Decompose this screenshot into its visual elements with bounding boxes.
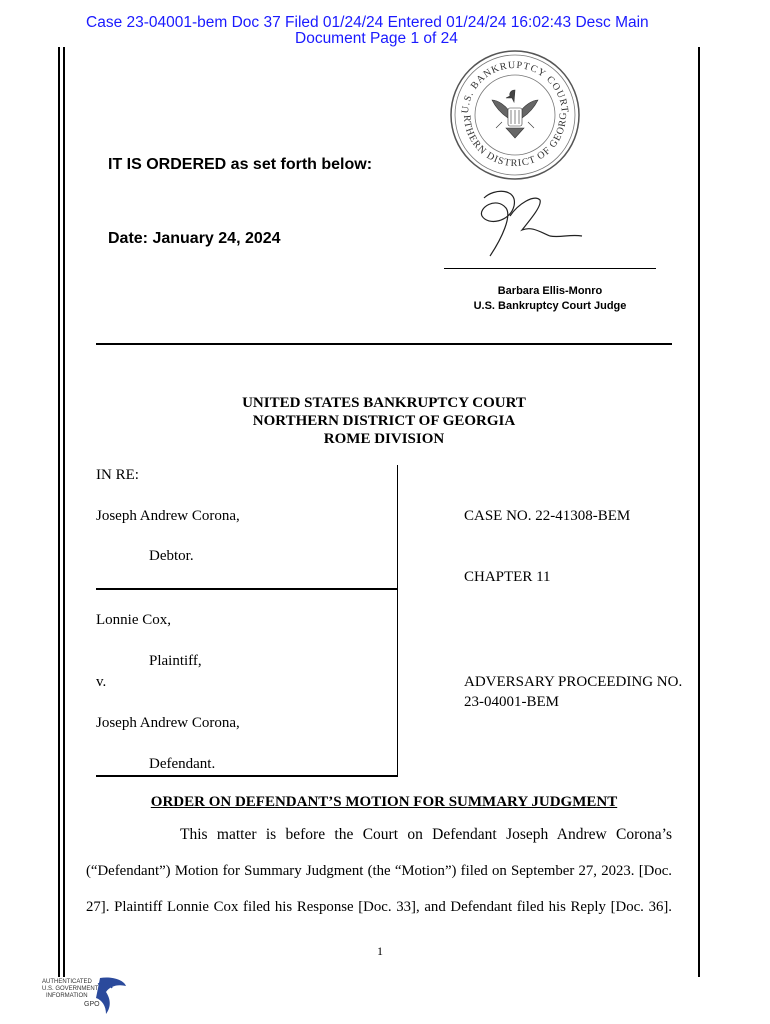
- ecf-header-line2: Document Page 1 of 24: [295, 30, 458, 47]
- svg-text:U.S. BANKRUPTCY COURT: U.S. BANKRUPTCY COURT: [459, 59, 571, 114]
- gpo-authentication-logo: [40, 974, 130, 1018]
- caption-divider: [397, 465, 398, 776]
- svg-text:U.S. GOVERNMENT: U.S. GOVERNMENT: [42, 986, 99, 992]
- court-division: ROME DIVISION: [323, 431, 445, 447]
- caption-rule-bottom: [96, 775, 398, 777]
- judge-name: Barbara Ellis-Monro: [497, 285, 603, 297]
- svg-text:INFORMATION: INFORMATION: [46, 993, 88, 999]
- order-title: ORDER ON DEFENDANT’S MOTION FOR SUMMARY JUDGMENT: [150, 794, 618, 810]
- caption-debtor-label: Debtor.: [149, 548, 194, 564]
- right-margin-rule: [698, 47, 700, 977]
- judge-signature: [470, 186, 590, 261]
- court-seal: [448, 48, 583, 183]
- caption-chapter: CHAPTER 11: [464, 569, 551, 585]
- court-seal-icon: [448, 48, 583, 183]
- body-line-2: (“Defendant”) Motion for Summary Judgment (the “Motion”) filed on September 27, 2023. [Doc.: [86, 863, 672, 879]
- caption-defendant-name: Joseph Andrew Corona,: [96, 715, 240, 731]
- caption-in-re: IN RE:: [96, 467, 139, 483]
- caption-versus: v.: [96, 674, 107, 690]
- court-name-line1: UNITED STATES BANKRUPTCY COURT: [242, 395, 526, 411]
- svg-text:NORTHERN DISTRICT OF GEORGIA: RTHERN DISTRICT OF GEORG: [460, 111, 570, 170]
- order-statement: IT IS ORDERED as set forth below:: [108, 156, 373, 173]
- caption-defendant-label: Defendant.: [149, 756, 216, 772]
- caption-debtor-name: Joseph Andrew Corona,: [96, 508, 240, 524]
- signature-line: [444, 268, 656, 269]
- caption-plaintiff-name: Lonnie Cox,: [96, 612, 171, 628]
- svg-text:GPO: GPO: [84, 1001, 100, 1008]
- caption-plaintiff-label: Plaintiff,: [149, 653, 202, 669]
- order-date: Date: January 24, 2024: [108, 230, 281, 247]
- svg-text:AUTHENTICATED: AUTHENTICATED: [42, 979, 92, 985]
- left-margin-rule-outer: [58, 47, 60, 977]
- body-line-1: This matter is before the Court on Defendant Joseph Andrew Corona’s: [180, 826, 672, 843]
- caption-adversary-line2: 23-04001-BEM: [464, 694, 559, 710]
- judge-title: U.S. Bankruptcy Court Judge: [473, 300, 627, 312]
- caption-rule-mid: [96, 588, 398, 590]
- body-line-3: 27]. Plaintiff Lonnie Cox filed his Response [Doc. 33], and Defendant filed his Reply [Doc. 36].: [86, 899, 672, 915]
- caption-adversary-line1: ADVERSARY PROCEEDING NO.: [464, 674, 683, 690]
- gpo-eagle-icon: [40, 974, 130, 1018]
- header-separator-rule: [96, 343, 672, 345]
- handwritten-signature-icon: [470, 186, 590, 261]
- caption-case-number: CASE NO. 22-41308-BEM: [464, 508, 631, 524]
- court-name-line2: NORTHERN DISTRICT OF GEORGIA: [252, 413, 516, 429]
- left-margin-rule-inner: [63, 47, 65, 977]
- ecf-header-line1: Case 23-04001-bem Doc 37 Filed 01/24/24 Entered 01/24/24 16:02:43 Desc Main: [86, 14, 649, 31]
- page-number: 1: [377, 944, 383, 958]
